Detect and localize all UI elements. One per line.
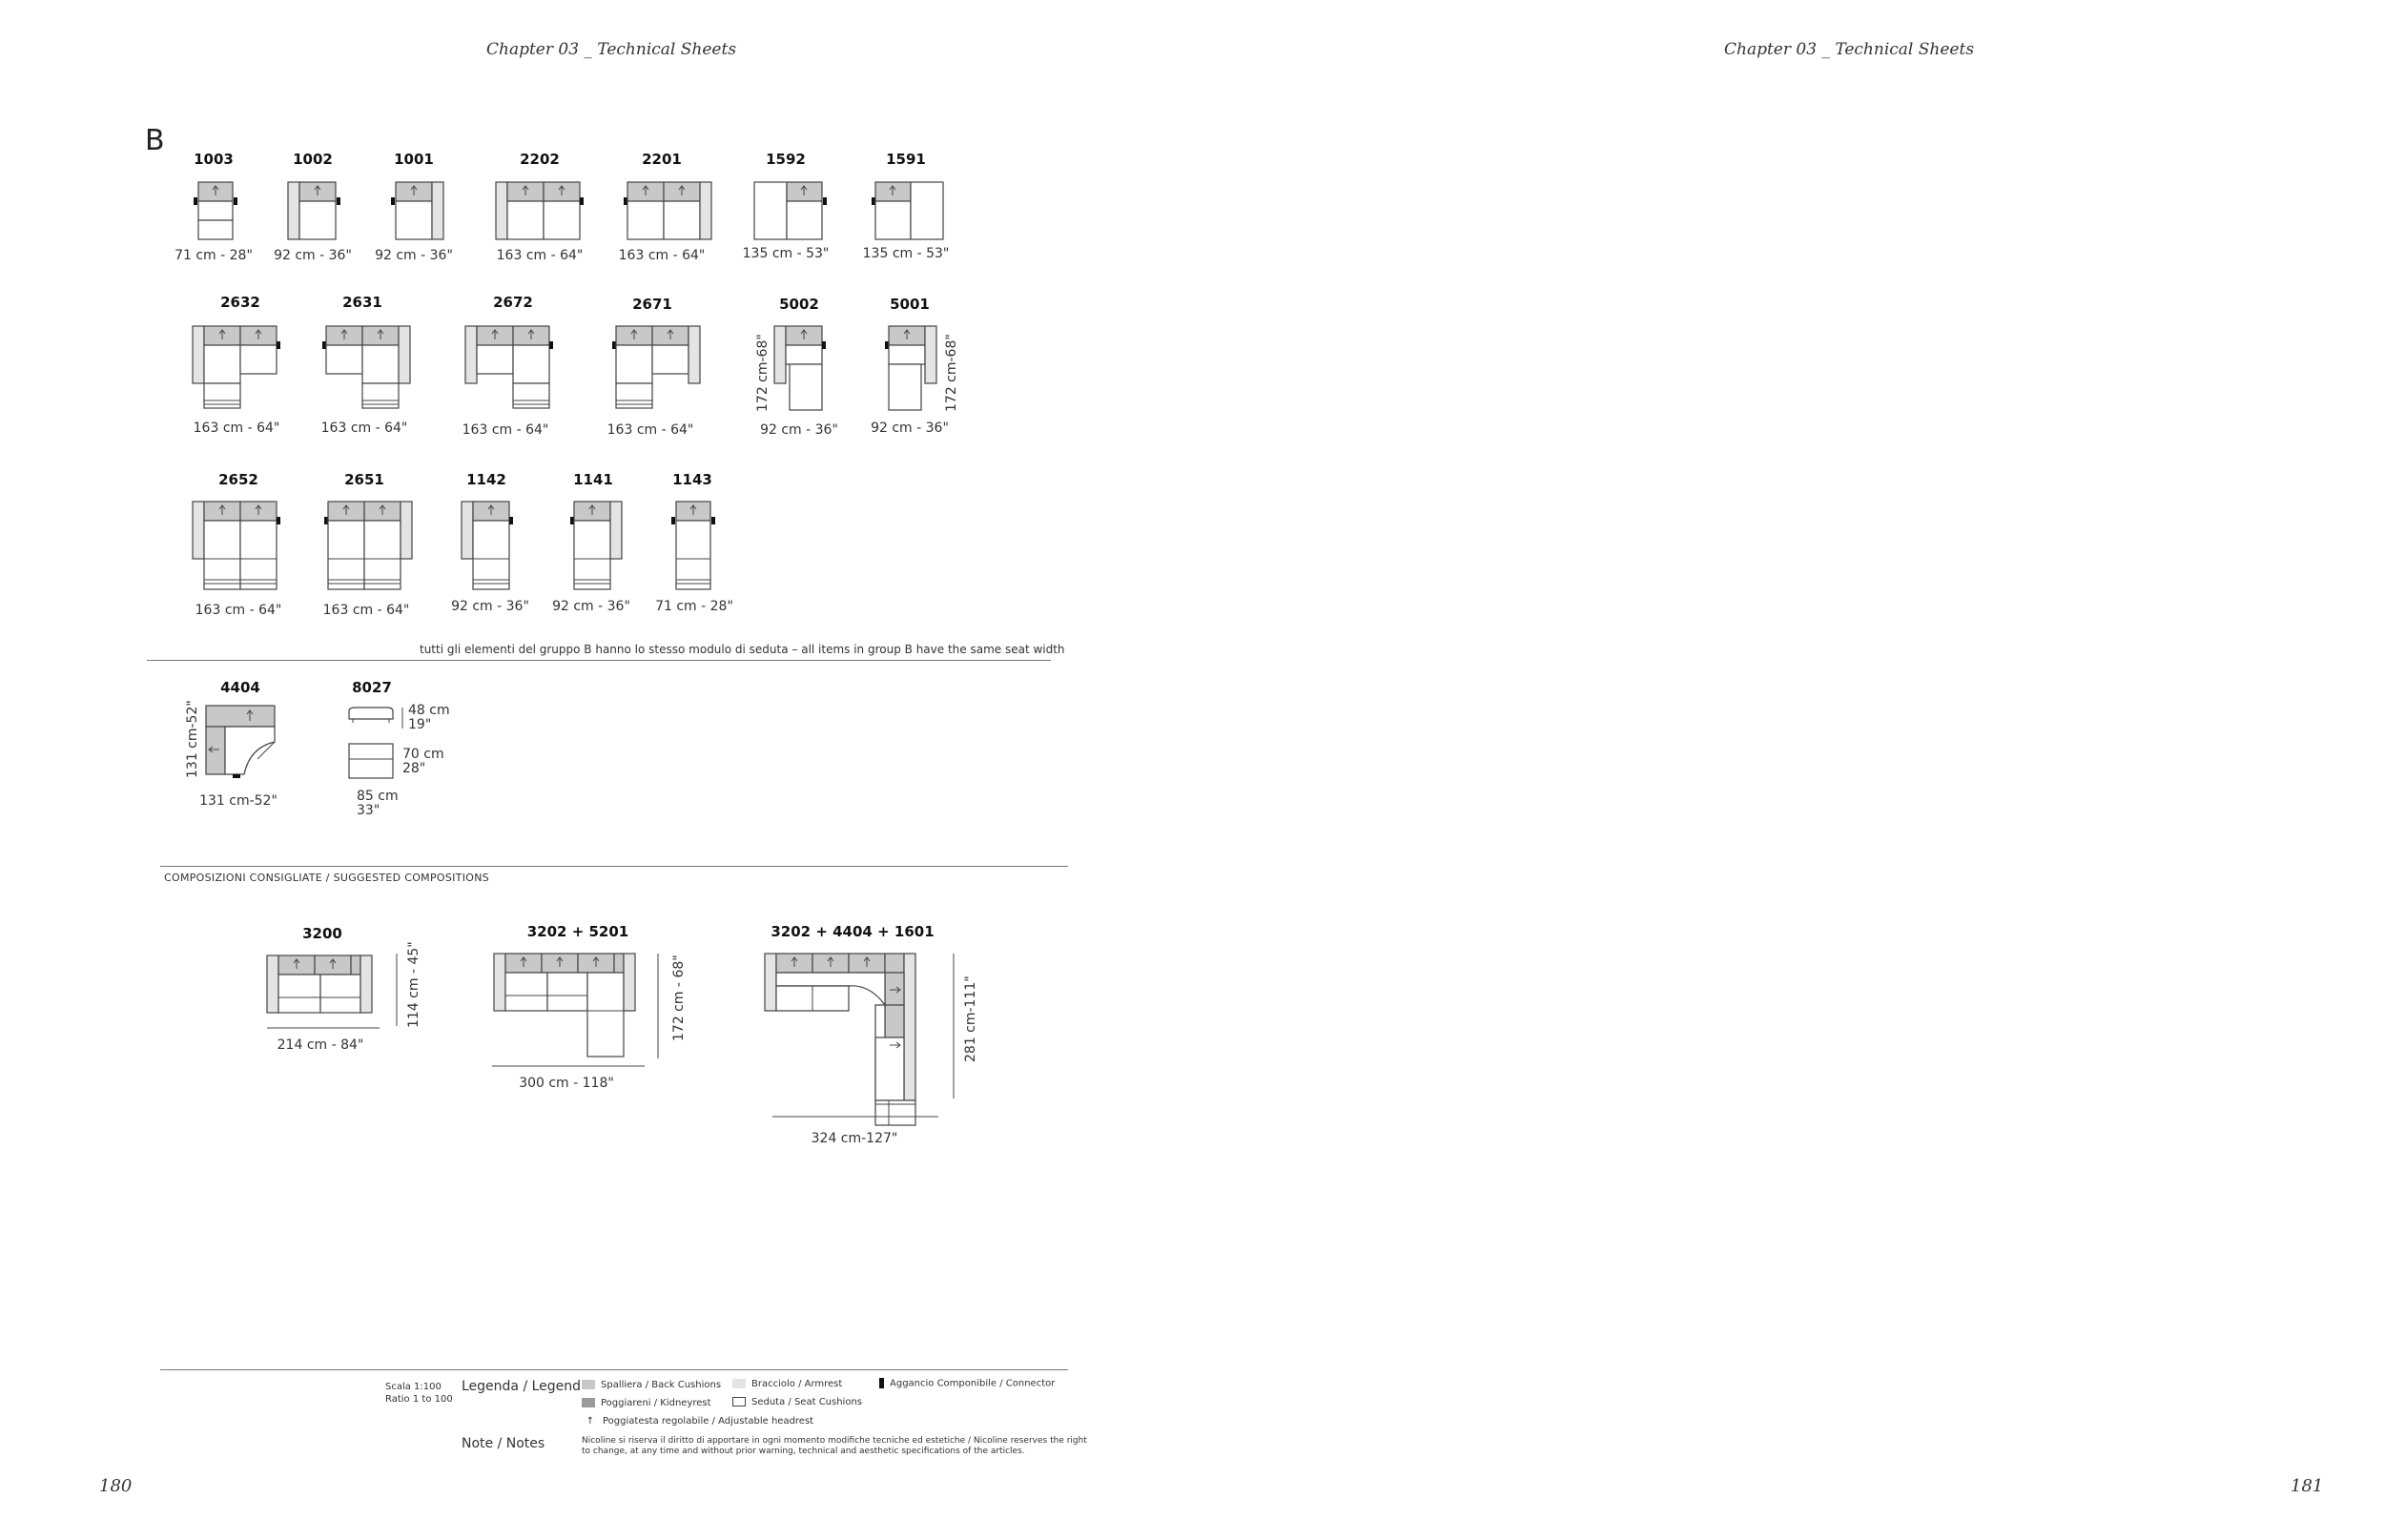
pouf-width xyxy=(357,790,399,818)
module-2202-drawing xyxy=(496,181,584,240)
module-2632-drawing xyxy=(193,324,282,410)
module-code: 1591 xyxy=(886,151,926,168)
pouf-depth-cm: 70 cm xyxy=(402,747,444,762)
pouf-height-in: 19" xyxy=(408,717,432,732)
module-dimension: 71 cm - 28" xyxy=(655,599,733,614)
composition-code: 3200 xyxy=(302,925,342,942)
module-dimension: 135 cm - 53" xyxy=(862,246,950,261)
connector-swatch xyxy=(879,1378,884,1388)
compositions-heading: COMPOSIZIONI CONSIGLIATE / SUGGESTED COMPOSITIONS xyxy=(164,872,490,884)
group-note: tutti gli elementi del gruppo B hanno lo stesso modulo di seduta – all items in group B have the same seat width xyxy=(420,643,1065,656)
legend-title: Legenda / Legend xyxy=(462,1379,582,1394)
module-vertical-dimension: 172 cm-68" xyxy=(755,334,771,412)
module-1141-drawing xyxy=(570,500,624,591)
kidneyrest-swatch xyxy=(582,1398,595,1407)
corner-dimension: 131 cm-52" xyxy=(199,793,277,809)
legend-item-back: Spalliera / Back Cushions xyxy=(582,1380,721,1390)
module-code: 1001 xyxy=(394,151,434,168)
scale-line-1: Scala 1:100 xyxy=(385,1382,442,1392)
composition-3200-drawing xyxy=(265,954,383,1032)
pouf-width-in: 33" xyxy=(357,803,380,818)
header-right-title: Chapter 03 _ Technical Sheets xyxy=(1724,40,1975,59)
module-code: 1141 xyxy=(573,471,613,488)
module-dimension: 163 cm - 64" xyxy=(618,248,706,263)
module-1001-drawing xyxy=(391,181,444,240)
module-1003-drawing xyxy=(194,181,237,240)
composition-code: 3202 + 4404 + 1601 xyxy=(771,923,935,940)
composition-vertical-dimension: 114 cm - 45" xyxy=(406,941,421,1028)
composition-code: 3202 + 5201 xyxy=(526,923,629,940)
composition-vertical-dimension: 172 cm - 68" xyxy=(671,955,687,1041)
module-code: 1003 xyxy=(194,151,234,168)
headrest-arrow-icon: ↑ xyxy=(586,1416,595,1427)
module-dimension: 92 cm - 36" xyxy=(552,599,630,614)
page-number-left: 180 xyxy=(99,1476,133,1496)
module-dimension: 92 cm - 36" xyxy=(871,421,949,436)
module-2652-drawing xyxy=(193,500,282,591)
module-5001-drawing xyxy=(885,324,938,412)
scale-line-2: Ratio 1 to 100 xyxy=(385,1394,453,1405)
module-2651-drawing xyxy=(324,500,414,591)
module-code: 1143 xyxy=(672,471,712,488)
module-code: 2671 xyxy=(632,296,672,313)
composition-3202-5201-height-line xyxy=(654,952,662,1060)
module-code: 2632 xyxy=(220,294,260,311)
module-2671-drawing xyxy=(612,324,702,410)
module-code: 1002 xyxy=(293,151,333,168)
module-dimension: 92 cm - 36" xyxy=(274,248,352,263)
module-dimension: 163 cm - 64" xyxy=(496,248,584,263)
page-number-right: 181 xyxy=(2291,1476,2324,1496)
module-code: 2201 xyxy=(642,151,682,168)
legend-item-kidney: Poggiareni / Kidneyrest xyxy=(582,1398,711,1408)
module-dimension: 163 cm - 64" xyxy=(193,421,280,436)
section-divider xyxy=(147,660,1051,661)
composition-3202-4404-1601-drawing xyxy=(763,952,938,1127)
composition-3202-5201-drawing xyxy=(492,952,647,1070)
module-code: 2672 xyxy=(493,294,533,311)
composition-vertical-dimension: 281 cm-111" xyxy=(963,975,978,1062)
module-dimension: 92 cm - 36" xyxy=(375,248,453,263)
header-left-title: Chapter 03 _ Technical Sheets xyxy=(486,40,737,59)
armrest-swatch xyxy=(732,1379,746,1388)
corner-vertical-dimension: 131 cm-52" xyxy=(185,700,200,778)
pouf-height-cm: 48 cm xyxy=(408,703,450,718)
module-5002-drawing xyxy=(774,324,828,412)
composition-3200-height-line xyxy=(393,952,401,1028)
corner-code: 4404 xyxy=(220,679,260,696)
module-code: 1142 xyxy=(466,471,506,488)
module-dimension: 163 cm - 64" xyxy=(606,422,694,438)
pouf-code: 8027 xyxy=(352,679,392,696)
module-2201-drawing xyxy=(624,181,711,240)
composition-3-height-line xyxy=(950,952,957,1100)
composition-3-width-line xyxy=(771,1114,942,1119)
module-2672-drawing xyxy=(465,324,555,410)
module-dimension: 92 cm - 36" xyxy=(451,599,529,614)
legend-item-headrest: ↑ Poggiatesta regolabile / Adjustable headrest xyxy=(584,1416,813,1427)
module-code: 5002 xyxy=(779,296,819,313)
pouf-depth-in: 28" xyxy=(402,761,426,776)
module-vertical-dimension: 172 cm-68" xyxy=(944,334,959,412)
legend-item-seat: Seduta / Seat Cushions xyxy=(732,1397,862,1407)
module-dimension: 135 cm - 53" xyxy=(742,246,830,261)
module-code: 2651 xyxy=(344,471,384,488)
module-code: 5001 xyxy=(890,296,930,313)
module-2631-drawing xyxy=(322,324,412,410)
pouf-8027-drawing xyxy=(347,706,397,782)
compositions-divider xyxy=(160,866,1068,867)
pouf-depth xyxy=(402,748,444,776)
legend-item-arm: Bracciolo / Armrest xyxy=(732,1379,842,1389)
module-1002-drawing xyxy=(288,181,341,240)
module-code: 2631 xyxy=(342,294,382,311)
module-1591-drawing xyxy=(872,181,946,240)
module-1143-drawing xyxy=(671,500,715,591)
module-code: 2652 xyxy=(218,471,258,488)
module-dimension: 71 cm - 28" xyxy=(175,248,253,263)
module-dimension: 163 cm - 64" xyxy=(322,603,410,618)
composition-dimension: 324 cm-127" xyxy=(811,1131,898,1146)
module-1592-drawing xyxy=(753,181,828,240)
module-dimension: 163 cm - 64" xyxy=(195,603,282,618)
notes-text xyxy=(582,1436,1087,1457)
notes-text-line-1: Nicoline si riserva il diritto di apportare in ogni momento modifiche tecniche ed estetiche / Nicoline reserves the right xyxy=(582,1436,1087,1446)
pouf-width-cm: 85 cm xyxy=(357,789,399,804)
composition-dimension: 214 cm - 84" xyxy=(277,1037,364,1053)
module-code: 2202 xyxy=(520,151,560,168)
module-1142-drawing xyxy=(462,500,515,591)
notes-title: Note / Notes xyxy=(462,1436,545,1451)
seat-cushion-swatch xyxy=(732,1397,746,1407)
pouf-height xyxy=(408,704,450,732)
notes-text-line-2: to change, at any time and without prior warning, technical and aesthetic specifications of the articles. xyxy=(582,1447,1025,1456)
legend-item-connector: Aggancio Componibile / Connector xyxy=(879,1378,1055,1389)
legend-divider xyxy=(160,1369,1068,1370)
module-dimension: 163 cm - 64" xyxy=(462,422,549,438)
back-cushion-swatch xyxy=(582,1380,595,1389)
module-dimension: 163 cm - 64" xyxy=(320,421,408,436)
composition-dimension: 300 cm - 118" xyxy=(519,1076,614,1091)
module-dimension: 92 cm - 36" xyxy=(760,422,838,438)
group-letter: B xyxy=(145,124,165,157)
module-code: 1592 xyxy=(766,151,806,168)
corner-4404-drawing xyxy=(204,704,278,780)
scale-info xyxy=(385,1381,453,1406)
